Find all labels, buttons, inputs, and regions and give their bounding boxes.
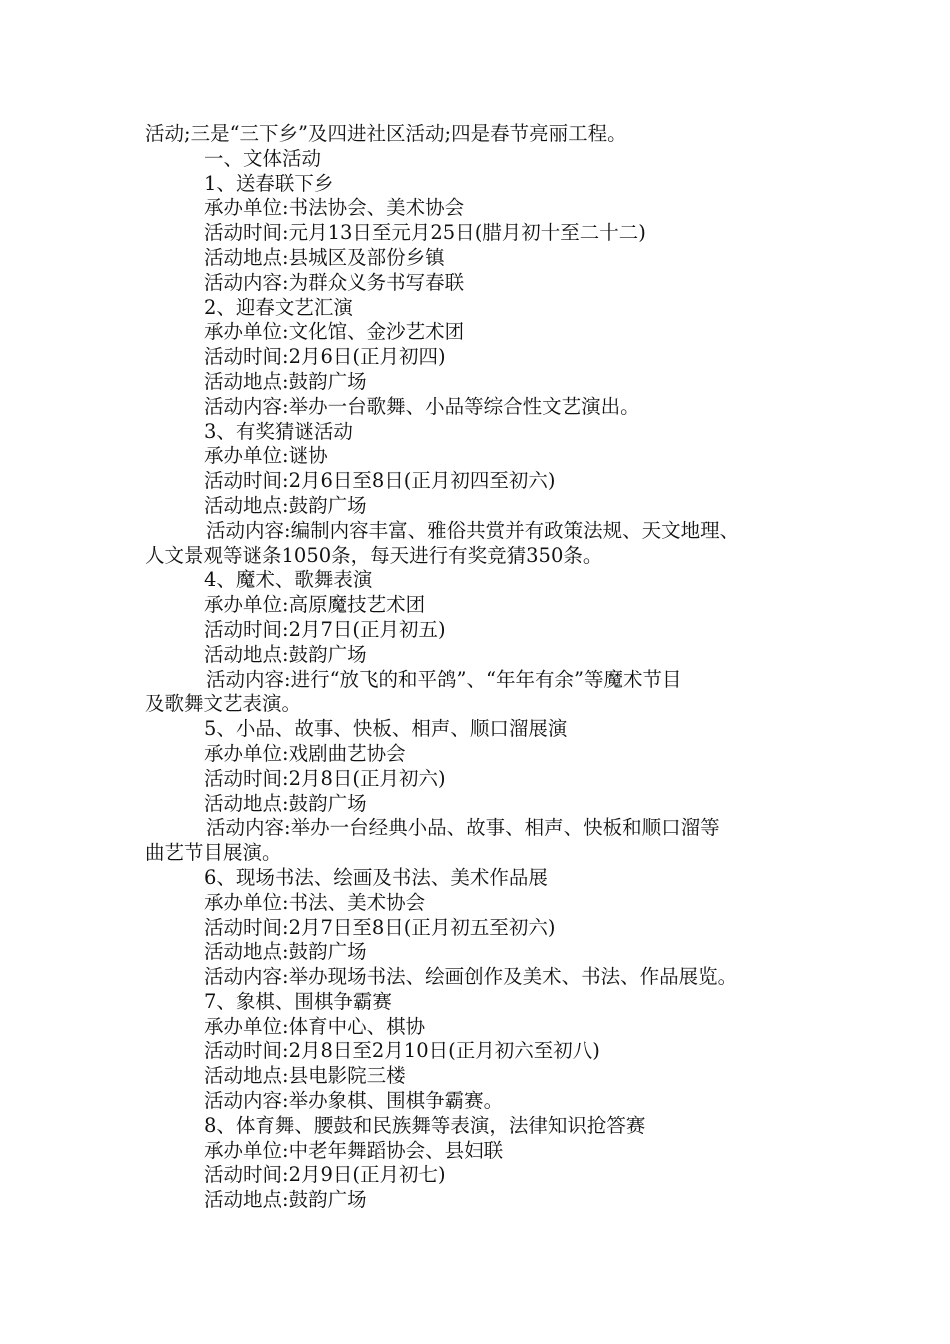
text-line: 人文景观等谜条1050条，每天进行有奖竞猜350条。: [145, 543, 603, 567]
text-line: 承办单位:戏剧曲艺协会: [204, 741, 406, 765]
text-line: 活动时间:2月8日(正月初六): [204, 766, 446, 790]
text-line: 4、魔术、歌舞表演: [204, 568, 373, 592]
text-line: 活动地点:鼓韵广场: [204, 369, 367, 393]
text-line: 活动时间:2月6日(正月初四): [204, 345, 446, 369]
text-line: 活动地点:鼓韵广场: [204, 1188, 367, 1212]
text-line: 活动时间:2月6日至8日(正月初四至初六): [204, 469, 556, 493]
text-line: 活动内容:为群众义务书写春联: [204, 270, 465, 294]
text-line: 活动内容:举办现场书法、绘画创作及美术、书法、作品展览。: [204, 965, 738, 989]
text-line: 承办单位:书法协会、美术协会: [204, 196, 465, 220]
text-line: 活动地点:县电影院三楼: [204, 1064, 406, 1088]
text-line: 承办单位:书法、美术协会: [204, 890, 426, 914]
text-line: 1、送春联下乡: [204, 171, 334, 195]
text-line: 活动时间:2月9日(正月初七): [204, 1163, 446, 1187]
text-line: 活动内容:编制内容丰富、雅俗共赏并有政策法规、天文地理、: [206, 518, 740, 542]
text-line: 活动时间:2月7日(正月初五): [204, 617, 446, 641]
text-line: 活动地点:县城区及部份乡镇: [204, 245, 445, 269]
text-line: 活动地点:鼓韵广场: [204, 791, 367, 815]
text-line: 5、小品、故事、快板、相声、顺口溜展演: [204, 717, 568, 741]
text-line: 活动内容:进行“放飞的和平鸽”、“年年有余”等魔术节目: [206, 667, 682, 691]
text-line: 活动时间:2月7日至8日(正月初五至初六): [204, 915, 556, 939]
document-body: [145, 122, 815, 1213]
text-line: 活动内容:举办象棋、围棋争霸赛。: [204, 1089, 504, 1113]
text-line: 6、现场书法、绘画及书法、美术作品展: [204, 865, 548, 889]
text-line: 曲艺节目展演。: [145, 841, 282, 865]
text-line: 一、文体活动: [204, 146, 322, 170]
text-line: 活动时间:2月8日至2月10日(正月初六至初八): [204, 1039, 600, 1063]
text-line: 活动;三是“三下乡”及四进社区活动;四是春节亮丽工程。: [145, 122, 627, 145]
text-line: 及歌舞文艺表演。: [145, 692, 302, 716]
text-line: 活动时间:元月13日至元月25日(腊月初十至二十二): [204, 221, 646, 245]
text-line: 活动地点:鼓韵广场: [204, 940, 367, 964]
text-line: 8、体育舞、腰鼓和民族舞等表演，法律知识抢答赛: [204, 1113, 646, 1137]
text-line: 活动地点:鼓韵广场: [204, 642, 367, 666]
text-line: 承办单位:文化馆、金沙艺术团: [204, 320, 465, 344]
text-line: 3、有奖猜谜活动: [204, 419, 353, 443]
text-line: 承办单位:体育中心、棋协: [204, 1014, 426, 1038]
text-line: 活动内容:举办一台歌舞、小品等综合性文艺演出。: [204, 394, 640, 418]
text-line: 7、象棋、围棋争霸赛: [204, 989, 392, 1013]
text-line: 承办单位:高原魔技艺术团: [204, 593, 426, 617]
text-line: 承办单位:谜协: [204, 444, 328, 468]
text-line: 承办单位:中老年舞蹈协会、县妇联: [204, 1138, 504, 1162]
text-line: 活动地点:鼓韵广场: [204, 493, 367, 517]
text-line: 2、迎春文艺汇演: [204, 295, 353, 319]
text-line: 活动内容:举办一台经典小品、故事、相声、快板和顺口溜等: [206, 816, 720, 840]
